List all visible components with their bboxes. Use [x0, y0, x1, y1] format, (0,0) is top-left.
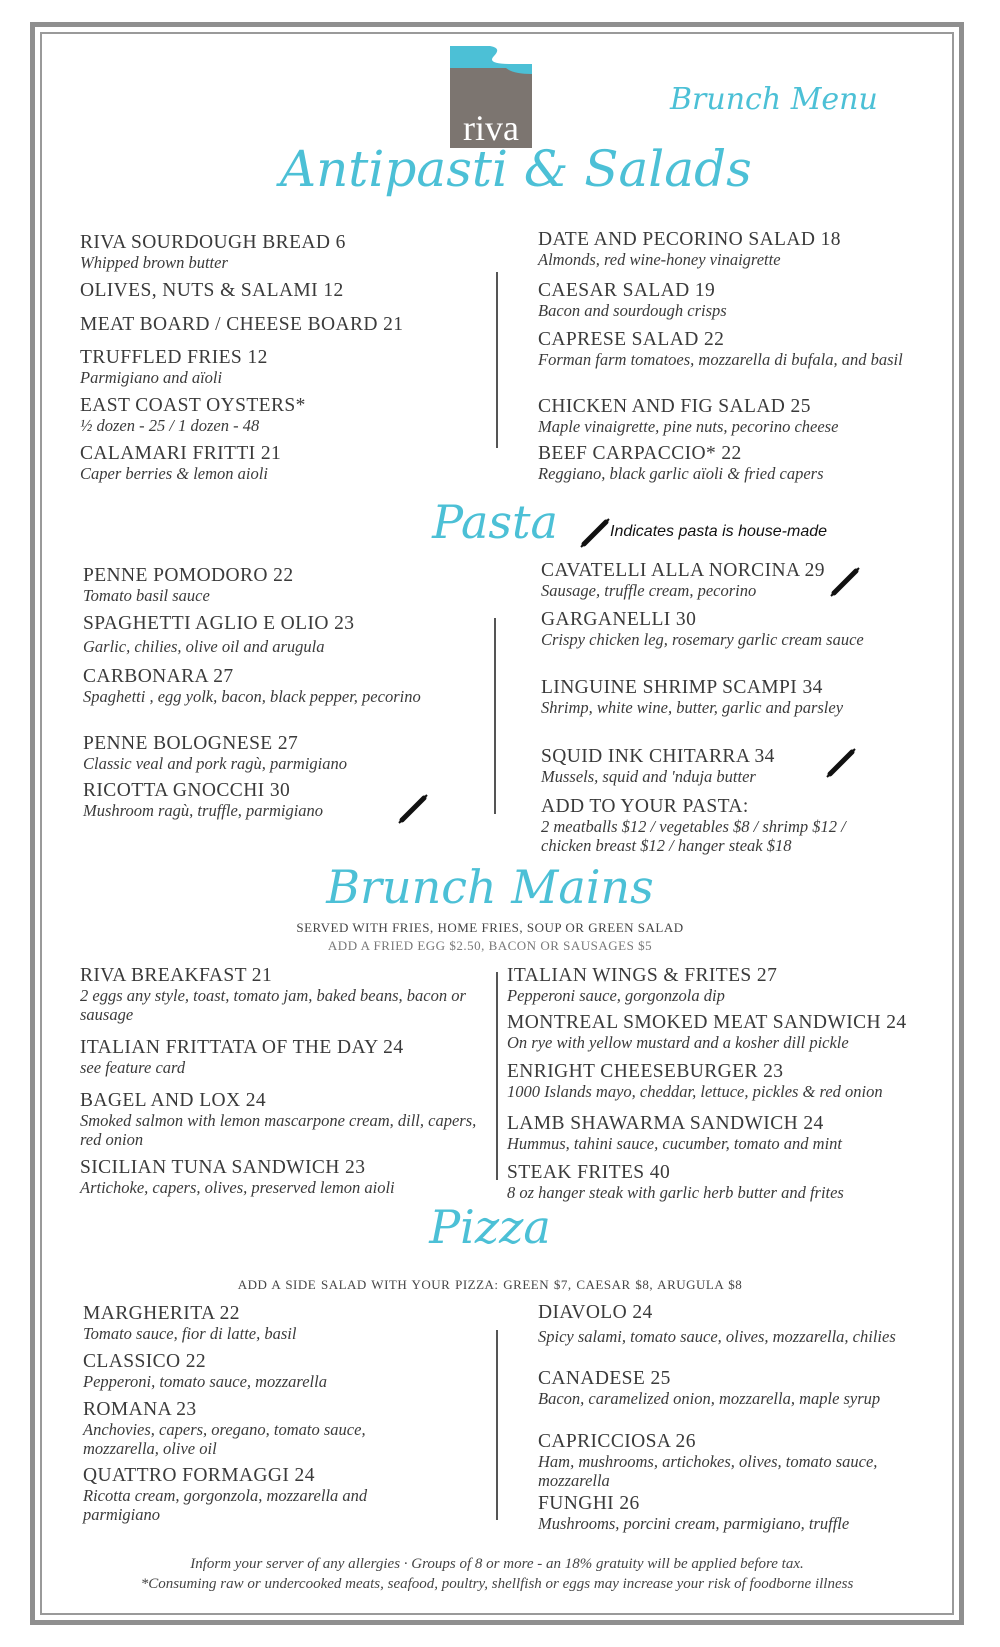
- menu-item: [83, 613, 483, 656]
- item-name: CARBONARA 27: [83, 666, 234, 687]
- item-description: Bacon, caramelized onion, mozzarella, maple syrup: [538, 1389, 881, 1408]
- pizza-note: ADD A SIDE SALAD WITH YOUR PIZZA: GREEN $7, CAESAR $8, ARUGULA $8: [237, 1277, 743, 1292]
- item-name: PENNE POMODORO 22: [83, 565, 294, 586]
- menu-item: [80, 1090, 480, 1149]
- menu-item: [507, 1113, 947, 1153]
- item-name: STEAK FRITES 40: [507, 1162, 671, 1183]
- item-description: Anchovies, capers, oregano, tomato sauce, mozzarella, olive oil: [83, 1420, 366, 1458]
- item-description: 2 eggs any style, toast, tomato jam, baked beans, bacon or sausage: [80, 986, 466, 1024]
- menu-item: [507, 1061, 957, 1101]
- menu-item: [507, 1012, 947, 1052]
- mains-note: SERVED WITH FRIES, HOME FRIES, SOUP OR GREEN SALAD: [296, 920, 684, 935]
- item-description: Forman farm tomatoes, mozzarella di bufala, and basil: [538, 350, 903, 369]
- item-description: Almonds, red wine-honey vinaigrette: [538, 250, 781, 269]
- item-description: On rye with yellow mustard and a kosher dill pickle: [507, 1033, 849, 1052]
- item-description: Sausage, truffle cream, pecorino: [541, 581, 757, 600]
- item-name: CAPRICCIOSA 26: [538, 1431, 696, 1452]
- item-name: ADD TO YOUR PASTA:: [541, 796, 749, 817]
- menu-item: [538, 1368, 898, 1408]
- rolling-pin-icon: [398, 794, 428, 824]
- item-name: DATE AND PECORINO SALAD 18: [538, 229, 841, 250]
- item-name: RIVA BREAKFAST 21: [80, 965, 273, 986]
- item-description: Garlic, chilies, olive oil and arugula: [83, 637, 325, 656]
- menu-item: [80, 443, 480, 483]
- rolling-pin-icon: [830, 567, 860, 597]
- menu-item: [83, 1351, 483, 1391]
- item-name: CALAMARI FRITTI 21: [80, 443, 282, 464]
- footer-raw-food-warning: *Consuming raw or undercooked meats, seafood, poultry, shellfish or eggs may increase your risk of foodborne illness: [140, 1576, 854, 1592]
- item-name: SQUID INK CHITARRA 34: [541, 746, 775, 767]
- rolling-pin-icon: [580, 518, 610, 548]
- item-name: CHICKEN AND FIG SALAD 25: [538, 396, 811, 417]
- menu-item: [80, 395, 480, 435]
- item-name: BAGEL AND LOX 24: [80, 1090, 267, 1111]
- menu-item: [83, 733, 483, 773]
- item-description: Spaghetti , egg yolk, bacon, black pepper, pecorino: [83, 687, 421, 706]
- menu-item: [541, 609, 881, 649]
- section-title-mains: Brunch Mains: [326, 860, 654, 914]
- footer-allergy-note: Inform your server of any allergies · Groups of 8 or more - an 18% gratuity will be applied before tax.: [190, 1556, 804, 1572]
- item-description: Mushroom ragù, truffle, parmigiano: [83, 801, 324, 820]
- item-name: MARGHERITA 22: [83, 1303, 240, 1324]
- menu-item: [538, 329, 918, 369]
- item-description: Tomato basil sauce: [83, 586, 210, 605]
- menu-item: [538, 229, 918, 269]
- item-name: BEEF CARPACCIO* 22: [538, 443, 742, 464]
- item-description: see feature card: [80, 1058, 186, 1077]
- item-name: PENNE BOLOGNESE 27: [83, 733, 299, 754]
- item-description: Parmigiano and aïoli: [80, 368, 223, 387]
- section-title-antipasti: Antipasti & Salads: [280, 140, 752, 198]
- menu-item: [538, 1431, 898, 1490]
- item-name: ITALIAN WINGS & FRITES 27: [507, 965, 778, 986]
- item-description: 8 oz hanger steak with garlic herb butter and frites: [507, 1183, 844, 1202]
- item-description: Artichoke, capers, olives, preserved lemon aioli: [80, 1178, 395, 1197]
- item-description: Smoked salmon with lemon mascarpone cream, dill, capers, red onion: [80, 1111, 477, 1149]
- item-name: CANADESE 25: [538, 1368, 671, 1389]
- menu-title: Brunch Menu: [670, 82, 878, 117]
- item-name: RICOTTA GNOCCHI 30: [83, 780, 291, 801]
- item-description: Whipped brown butter: [80, 253, 228, 272]
- menu-item: [80, 314, 480, 335]
- item-name: EAST COAST OYSTERS*: [80, 395, 306, 416]
- menu-item: [80, 232, 480, 272]
- item-description: Reggiano, black garlic aïoli & fried capers: [538, 464, 824, 483]
- menu-item: [83, 666, 433, 706]
- item-name: CAPRESE SALAD 22: [538, 329, 725, 350]
- menu-item: [507, 1162, 947, 1202]
- menu-item: [83, 1465, 433, 1524]
- item-name: CLASSICO 22: [83, 1351, 207, 1372]
- item-name: SPAGHETTI AGLIO E OLIO 23: [83, 613, 355, 634]
- menu-item: [80, 280, 480, 301]
- riva-logo: [450, 42, 532, 148]
- item-description: 1000 Islands mayo, cheddar, lettuce, pickles & red onion: [507, 1082, 883, 1101]
- item-description: Shrimp, white wine, butter, garlic and parsley: [541, 698, 844, 717]
- item-name: SICILIAN TUNA SANDWICH 23: [80, 1157, 366, 1178]
- menu-item: [80, 1037, 480, 1077]
- column-divider: [494, 618, 496, 814]
- menu-item: [538, 1493, 938, 1533]
- item-name: DIAVOLO 24: [538, 1302, 653, 1323]
- item-description: Mushrooms, porcini cream, parmigiano, truffle: [538, 1514, 850, 1533]
- item-description: Pepperoni, tomato sauce, mozzarella: [83, 1372, 327, 1391]
- item-description: Ham, mushrooms, artichokes, olives, tomato sauce, mozzarella: [538, 1452, 878, 1490]
- item-name: CAVATELLI ALLA NORCINA 29: [541, 560, 825, 581]
- menu-item: [538, 443, 918, 483]
- item-description: Bacon and sourdough crisps: [538, 301, 727, 320]
- item-description: Mussels, squid and 'nduja butter: [541, 767, 756, 786]
- item-name: ENRIGHT CHEESEBURGER 23: [507, 1061, 784, 1082]
- item-description: Tomato sauce, fior di latte, basil: [83, 1324, 297, 1343]
- menu-item: [83, 1399, 433, 1458]
- menu-item: [541, 677, 861, 717]
- item-name: LINGUINE SHRIMP SCAMPI 34: [541, 677, 823, 698]
- column-divider: [496, 272, 498, 448]
- item-description: Hummus, tahini sauce, cucumber, tomato and mint: [507, 1134, 843, 1153]
- menu-item: [80, 1157, 480, 1197]
- item-name: MEAT BOARD / CHEESE BOARD 21: [80, 314, 404, 335]
- item-description: Spicy salami, tomato sauce, olives, mozzarella, chilies: [538, 1327, 896, 1346]
- menu-item: [83, 1303, 483, 1343]
- menu-item: [541, 746, 921, 786]
- mains-note-extras: ADD A FRIED EGG $2.50, BACON OR SAUSAGES $5: [327, 938, 653, 953]
- item-description: Classic veal and pork ragù, parmigiano: [83, 754, 347, 773]
- item-description: 2 meatballs $12 / vegetables $8 / shrimp $12 / chicken breast $12 / hanger steak $18: [541, 817, 846, 855]
- menu-item: [541, 560, 921, 600]
- menu-item: [541, 796, 891, 855]
- item-name: RIVA SOURDOUGH BREAD 6: [80, 232, 346, 253]
- rolling-pin-icon: [826, 748, 856, 778]
- item-name: ROMANA 23: [83, 1399, 197, 1420]
- menu-item: [538, 280, 918, 320]
- item-description: Pepperoni sauce, gorgonzola dip: [507, 986, 725, 1005]
- item-name: OLIVES, NUTS & SALAMI 12: [80, 280, 344, 301]
- item-name: GARGANELLI 30: [541, 609, 697, 630]
- item-name: ITALIAN FRITTATA OF THE DAY 24: [80, 1037, 404, 1058]
- item-description: Maple vinaigrette, pine nuts, pecorino cheese: [538, 417, 839, 436]
- menu-item: [80, 347, 480, 387]
- item-description: Ricotta cream, gorgonzola, mozzarella and parmigiano: [83, 1486, 368, 1524]
- menu-item: [538, 396, 918, 436]
- item-description: ½ dozen - 25 / 1 dozen - 48: [80, 416, 260, 435]
- section-title-pasta: Pasta: [432, 495, 558, 549]
- item-description: Crispy chicken leg, rosemary garlic cream sauce: [541, 630, 864, 649]
- item-name: LAMB SHAWARMA SANDWICH 24: [507, 1113, 824, 1134]
- menu-item: [83, 565, 483, 605]
- item-name: QUATTRO FORMAGGI 24: [83, 1465, 315, 1486]
- item-name: FUNGHI 26: [538, 1493, 640, 1514]
- menu-item: [80, 965, 480, 1024]
- menu-item: [507, 965, 947, 1005]
- house-made-legend: Indicates pasta is house-made: [610, 523, 828, 540]
- column-divider: [496, 1330, 498, 1520]
- logo-text: riva: [463, 108, 519, 148]
- item-name: TRUFFLED FRIES 12: [80, 347, 268, 368]
- item-name: MONTREAL SMOKED MEAT SANDWICH 24: [507, 1012, 907, 1033]
- column-divider: [496, 972, 498, 1180]
- item-name: CAESAR SALAD 19: [538, 280, 716, 301]
- section-title-pizza: Pizza: [429, 1200, 551, 1254]
- menu-item: [538, 1302, 918, 1346]
- item-description: Caper berries & lemon aioli: [80, 464, 268, 483]
